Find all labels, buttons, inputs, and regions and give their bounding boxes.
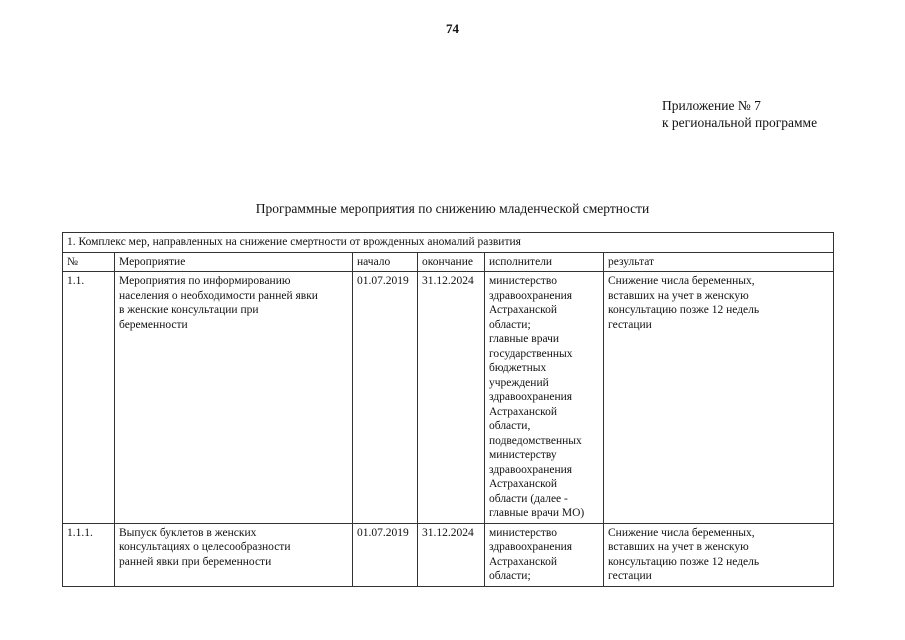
header-row [63,252,834,272]
row-result: Снижение числа беременных, вставших на учет в женскую консультацию позже 12 недель гестации [604,523,834,586]
document-title: Программные мероприятия по снижению младенческой смертности [255,201,650,216]
appendix-line-1: Приложение № 7 [662,98,761,113]
appendix-line-2: к региональной программе [662,115,818,130]
header-event: Мероприятие [115,252,353,272]
section-title: 1. Комплекс мер, направленных на снижение смертности от врожденных аномалий развития [63,233,834,253]
appendix-note [662,97,817,131]
row-start: 01.07.2019 [353,523,418,586]
header-executors: исполнители [485,252,604,272]
header-result: результат [604,252,834,272]
row-start: 01.07.2019 [353,272,418,524]
row-end: 31.12.2024 [418,272,485,524]
header-start: начало [353,252,418,272]
row-executors: министерство здравоохранения Астраханской области; [485,523,604,586]
row-num: 1.1.1. [63,523,115,586]
page-number: 74 [446,21,459,36]
header-end: окончание [418,252,485,272]
row-end: 31.12.2024 [418,523,485,586]
row-result: Снижение числа беременных, вставших на учет в женскую консультацию позже 12 недель гестации [604,272,834,524]
row-event: Выпуск буклетов в женских консультациях о целесообразности ранней явки при беременности [115,523,353,586]
table-row [63,272,834,524]
section-row [63,233,834,253]
row-executors: министерство здравоохранения Астраханской области; главные врачи государственных бюджетных учреждений здравоохранения Астраханской области, подведомственных министерству здравоохранения Астраханской области (далее - главные врачи МО) [485,272,604,524]
table-row [63,523,834,586]
header-num: № [63,252,115,272]
row-num: 1.1. [63,272,115,524]
row-event: Мероприятия по информированию населения о необходимости ранней явки в женские консультации при беременности [115,272,353,524]
events-table [62,232,834,587]
